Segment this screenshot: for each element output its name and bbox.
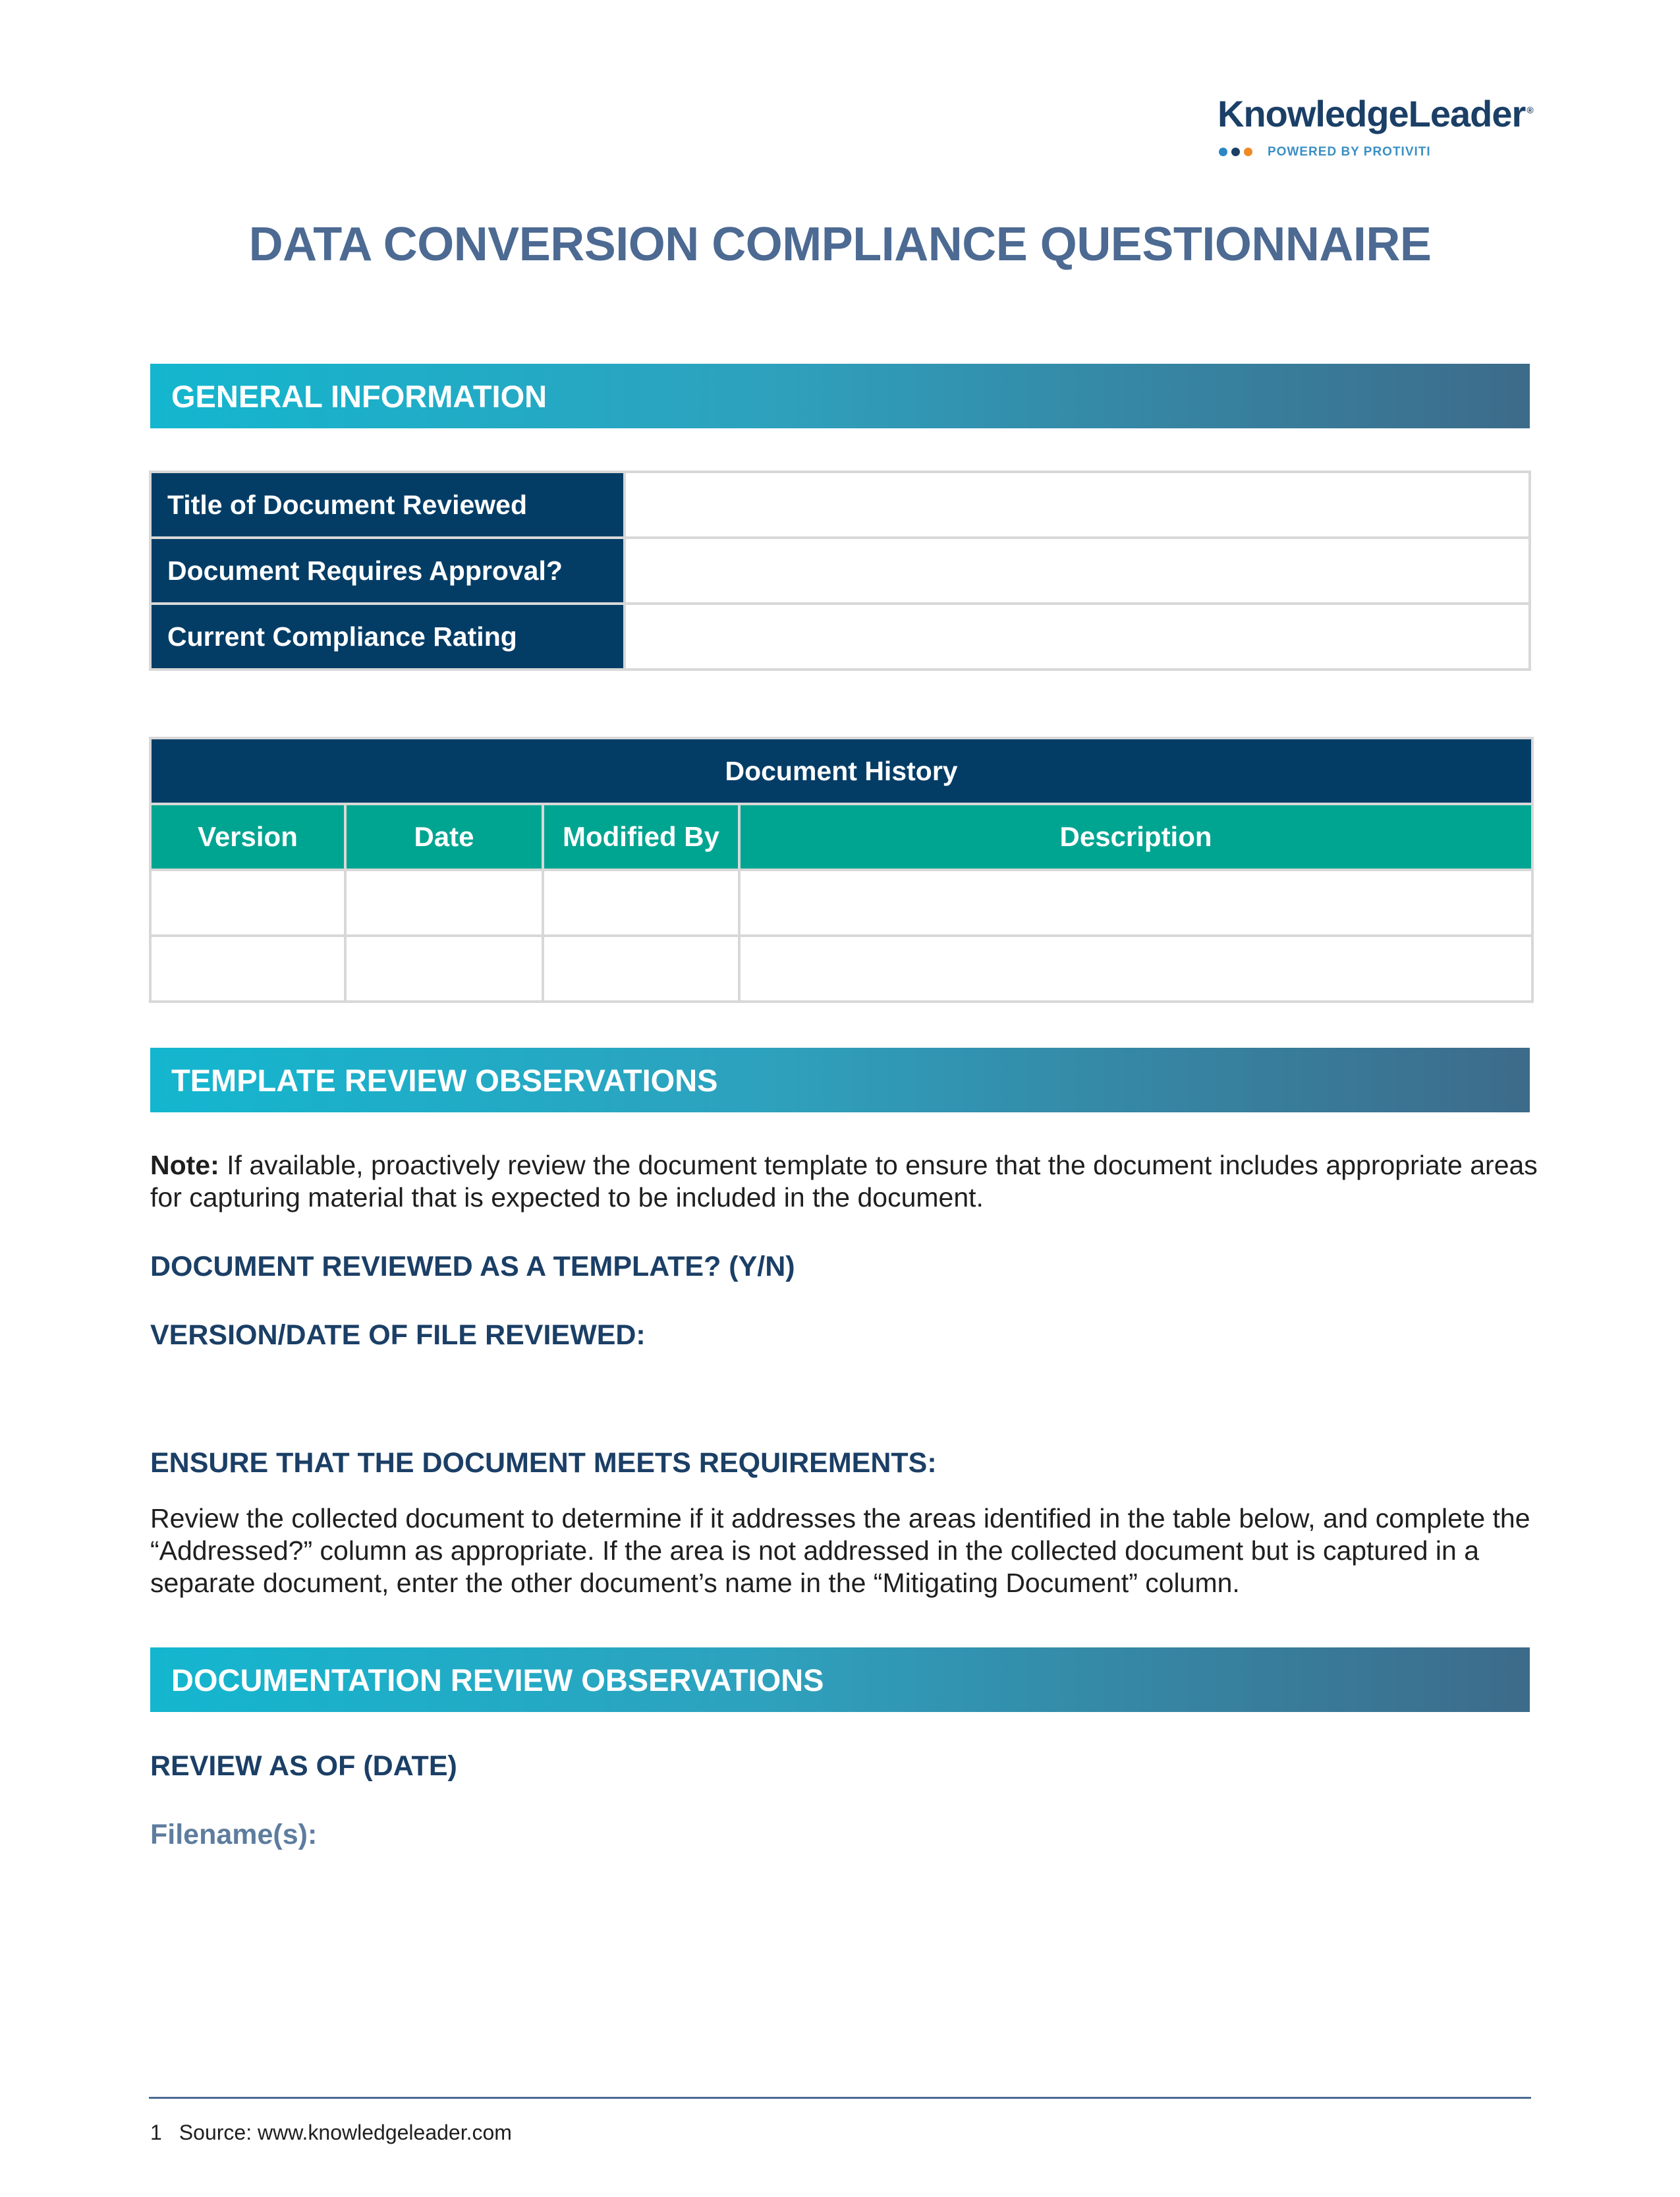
document-history-caption: Document History [150, 738, 1532, 804]
section-template-review-label: TEMPLATE REVIEW OBSERVATIONS [171, 1062, 718, 1098]
section-documentation-review-label: DOCUMENTATION REVIEW OBSERVATIONS [171, 1662, 824, 1698]
section-documentation-review [150, 1647, 1530, 1712]
date-cell[interactable] [345, 870, 543, 936]
logo-dot-blue-icon [1219, 148, 1227, 156]
question-version-date-reviewed: VERSION/DATE OF FILE REVIEWED: [150, 1319, 646, 1351]
question-meets-requirements: ENSURE THAT THE DOCUMENT MEETS REQUIREMENTS: [150, 1447, 937, 1479]
review-as-of-date: REVIEW AS OF (DATE) [150, 1750, 457, 1782]
section-general-information [150, 364, 1530, 428]
footer-divider [149, 2097, 1531, 2099]
title-of-document-field[interactable] [625, 472, 1530, 538]
general-row-label: Title of Document Reviewed [150, 472, 625, 538]
table-row [150, 936, 1532, 1002]
table-row [150, 870, 1532, 936]
logo-dot-orange-icon [1244, 148, 1252, 156]
table-row [150, 472, 1530, 538]
note-text: If available, proactively review the document template to ensure that the document includes appropriate areas for capturing material that is expected to be included in the document. [150, 1150, 1538, 1213]
document-history-table [149, 737, 1534, 1003]
description-cell[interactable] [739, 870, 1532, 936]
version-cell[interactable] [150, 870, 345, 936]
date-cell[interactable] [345, 936, 543, 1002]
column-header-version: Version [150, 804, 345, 870]
question-reviewed-as-template: DOCUMENT REVIEWED AS A TEMPLATE? (Y/N) [150, 1251, 795, 1282]
template-note [150, 1149, 1540, 1214]
modified-by-cell[interactable] [543, 936, 739, 1002]
version-cell[interactable] [150, 936, 345, 1002]
document-title: DATA CONVERSION COMPLIANCE QUESTIONNAIRE [248, 218, 1432, 271]
logo-trademark: ® [1526, 105, 1533, 116]
general-information-table [149, 471, 1531, 671]
requires-approval-field[interactable] [625, 538, 1530, 604]
column-header-description: Description [739, 804, 1532, 870]
footer-source: Source: www.knowledgeleader.com [179, 2121, 512, 2144]
table-row [150, 604, 1530, 670]
knowledgeleader-logo [1218, 92, 1540, 165]
column-header-date: Date [345, 804, 543, 870]
logo-wordmark [1218, 92, 1533, 135]
table-caption-row [150, 738, 1532, 804]
page-number: 1 [150, 2121, 162, 2144]
compliance-rating-field[interactable] [625, 604, 1530, 670]
logo-dots-icon [1219, 148, 1252, 156]
section-general-information-label: GENERAL INFORMATION [171, 378, 547, 414]
section-template-review [150, 1048, 1530, 1112]
review-instructions: Review the collected document to determine if it addresses the areas identified in the table below, and complete the “Addressed?” column as appropriate. If the area is not addressed in the collected document but is captured in a separate document, enter the other document’s name in the “Mitigating Document” column. [150, 1503, 1530, 1598]
table-header-row [150, 804, 1532, 870]
logo-tagline: POWERED BY PROTIVITI [1268, 145, 1431, 159]
modified-by-cell[interactable] [543, 870, 739, 936]
filenames-label: Filename(s): [150, 1819, 318, 1850]
note-label: Note: [150, 1150, 219, 1180]
table-row [150, 538, 1530, 604]
logo-wordmark-text: KnowledgeLeader [1218, 93, 1526, 134]
general-row-label: Document Requires Approval? [150, 538, 625, 604]
logo-dot-navy-icon [1231, 148, 1240, 156]
description-cell[interactable] [739, 936, 1532, 1002]
footer [150, 2121, 512, 2145]
general-row-label: Current Compliance Rating [150, 604, 625, 670]
column-header-modified-by: Modified By [543, 804, 739, 870]
